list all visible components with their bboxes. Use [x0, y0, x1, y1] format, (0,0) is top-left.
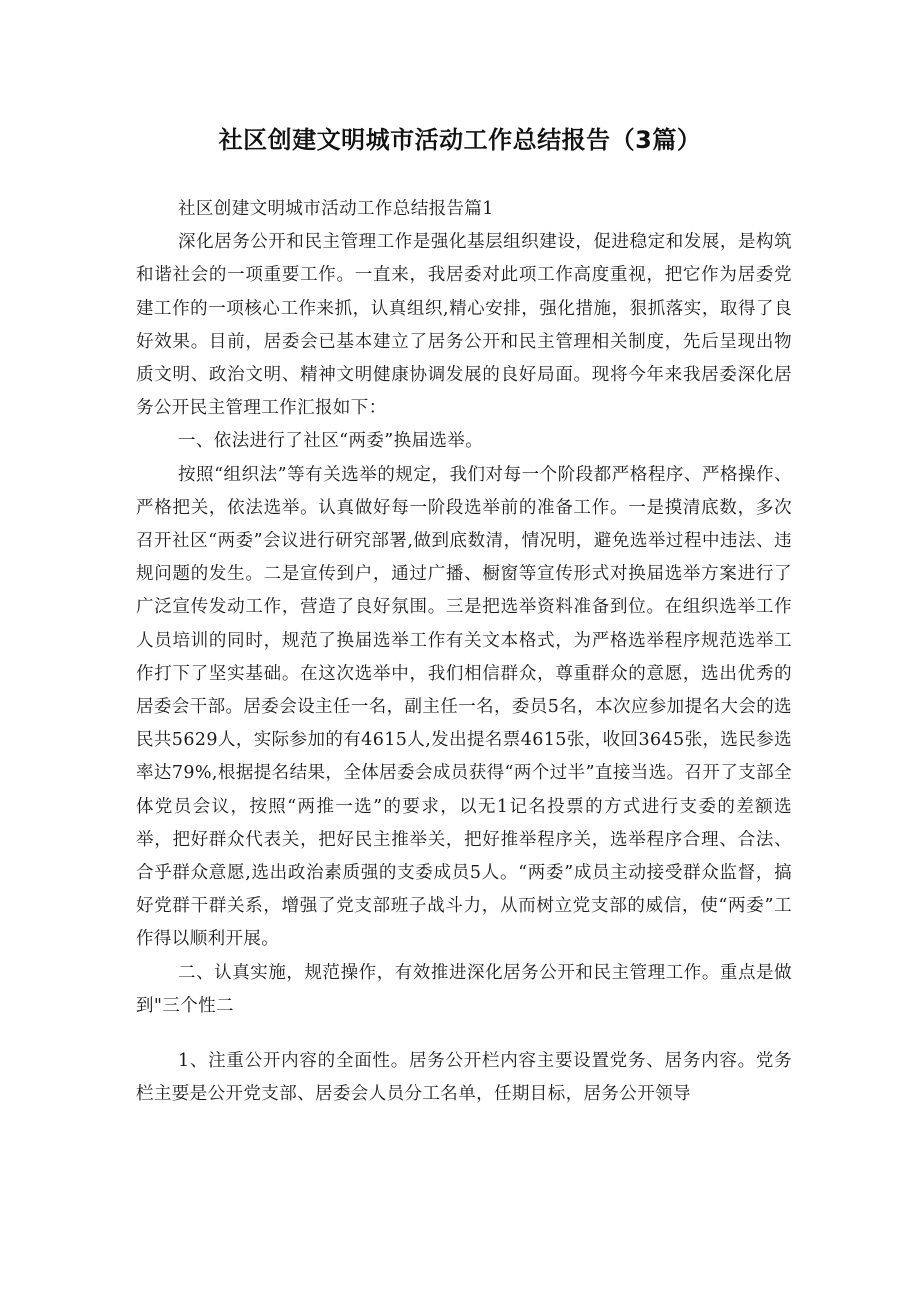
paragraph: 按照“组织法”等有关选举的规定，我们对每一个阶段都严格程序、严格操作、严格把关，依法选举。认真做好每一阶段选举前的准备工作。一是摸清底数，多次召开社区“两委”会议进行研究部署,做到底数清，情况明，避免选举过程中违法、违规问题的发生。二是宣传到户，通过广播、橱窗等宣传形式对换届选举方案进行了广泛宣传发动工作，营造了良好氛围。三是把选举资料准备到位。在组织选举工作人员培训的同时，规范了换届选举工作有关文本格式，为严格选举程序规范选举工作打下了坚实基础。在这次选举中，我们相信群众，尊重群众的意愿，选出优秀的居委会干部。居委会设主任一名，副主任一名，委员5名，本次应参加提名大会的选民共5629人，实际参加的有4615人,发出提名票4615张，收回3645张，选民参选率达79%,根据提名结果，全体居委会成员获得“两个过半”直接当选。召开了支部全体党员会议，按照“两推一选”的要求，以无1记名投票的方式进行支委的差额选举，把好群众代表关，把好民主推举关，把好推举程序关，选举程序合理、合法、合乎群众意愿,选出政治素质强的支委成员5人。“两委”成员主动接受群众监督，搞好党群干群关系，增强了党支部班子战斗力，从而树立党支部的威信，使“两委”工作得以顺利开展。: [136, 464, 792, 950]
paragraph: 深化居务公开和民主管理工作是强化基层组织建设，促进稳定和发展，是构筑和谐社会的一项重要工作。一直来，我居委对此项工作高度重视，把它作为居委党建工作的一项核心工作来抓，认真组织,精心安排，强化措施，狠抓落实，取得了良好效果。目前，居委会已基本建立了居务公开和民主管理相关制度，先后呈现出物质文明、政治文明、精神文明健康协调发展的良好局面。现将今年来我居委深化居务公开民主管理工作汇报如下：: [136, 232, 792, 419]
document-title: 社区创建文明城市活动工作总结报告（3篇）: [218, 126, 702, 154]
document-body: [136, 193, 792, 1111]
section-heading: 社区创建文明城市活动工作总结报告篇1: [178, 199, 494, 219]
subsection-heading: 一、依法进行了社区“两委”换届选举。: [178, 431, 484, 452]
subsection-heading: 二、认真实施，规范操作，有效推进深化居务公开和民主管理工作。重点是做到"三个性二: [136, 962, 792, 1016]
paragraph: 1、注重公开内容的全面性。居务公开栏内容主要设置党务、居务内容。党务栏主要是公开党支部、居委会人员分工名单，任期目标，居务公开领导: [136, 1051, 792, 1105]
